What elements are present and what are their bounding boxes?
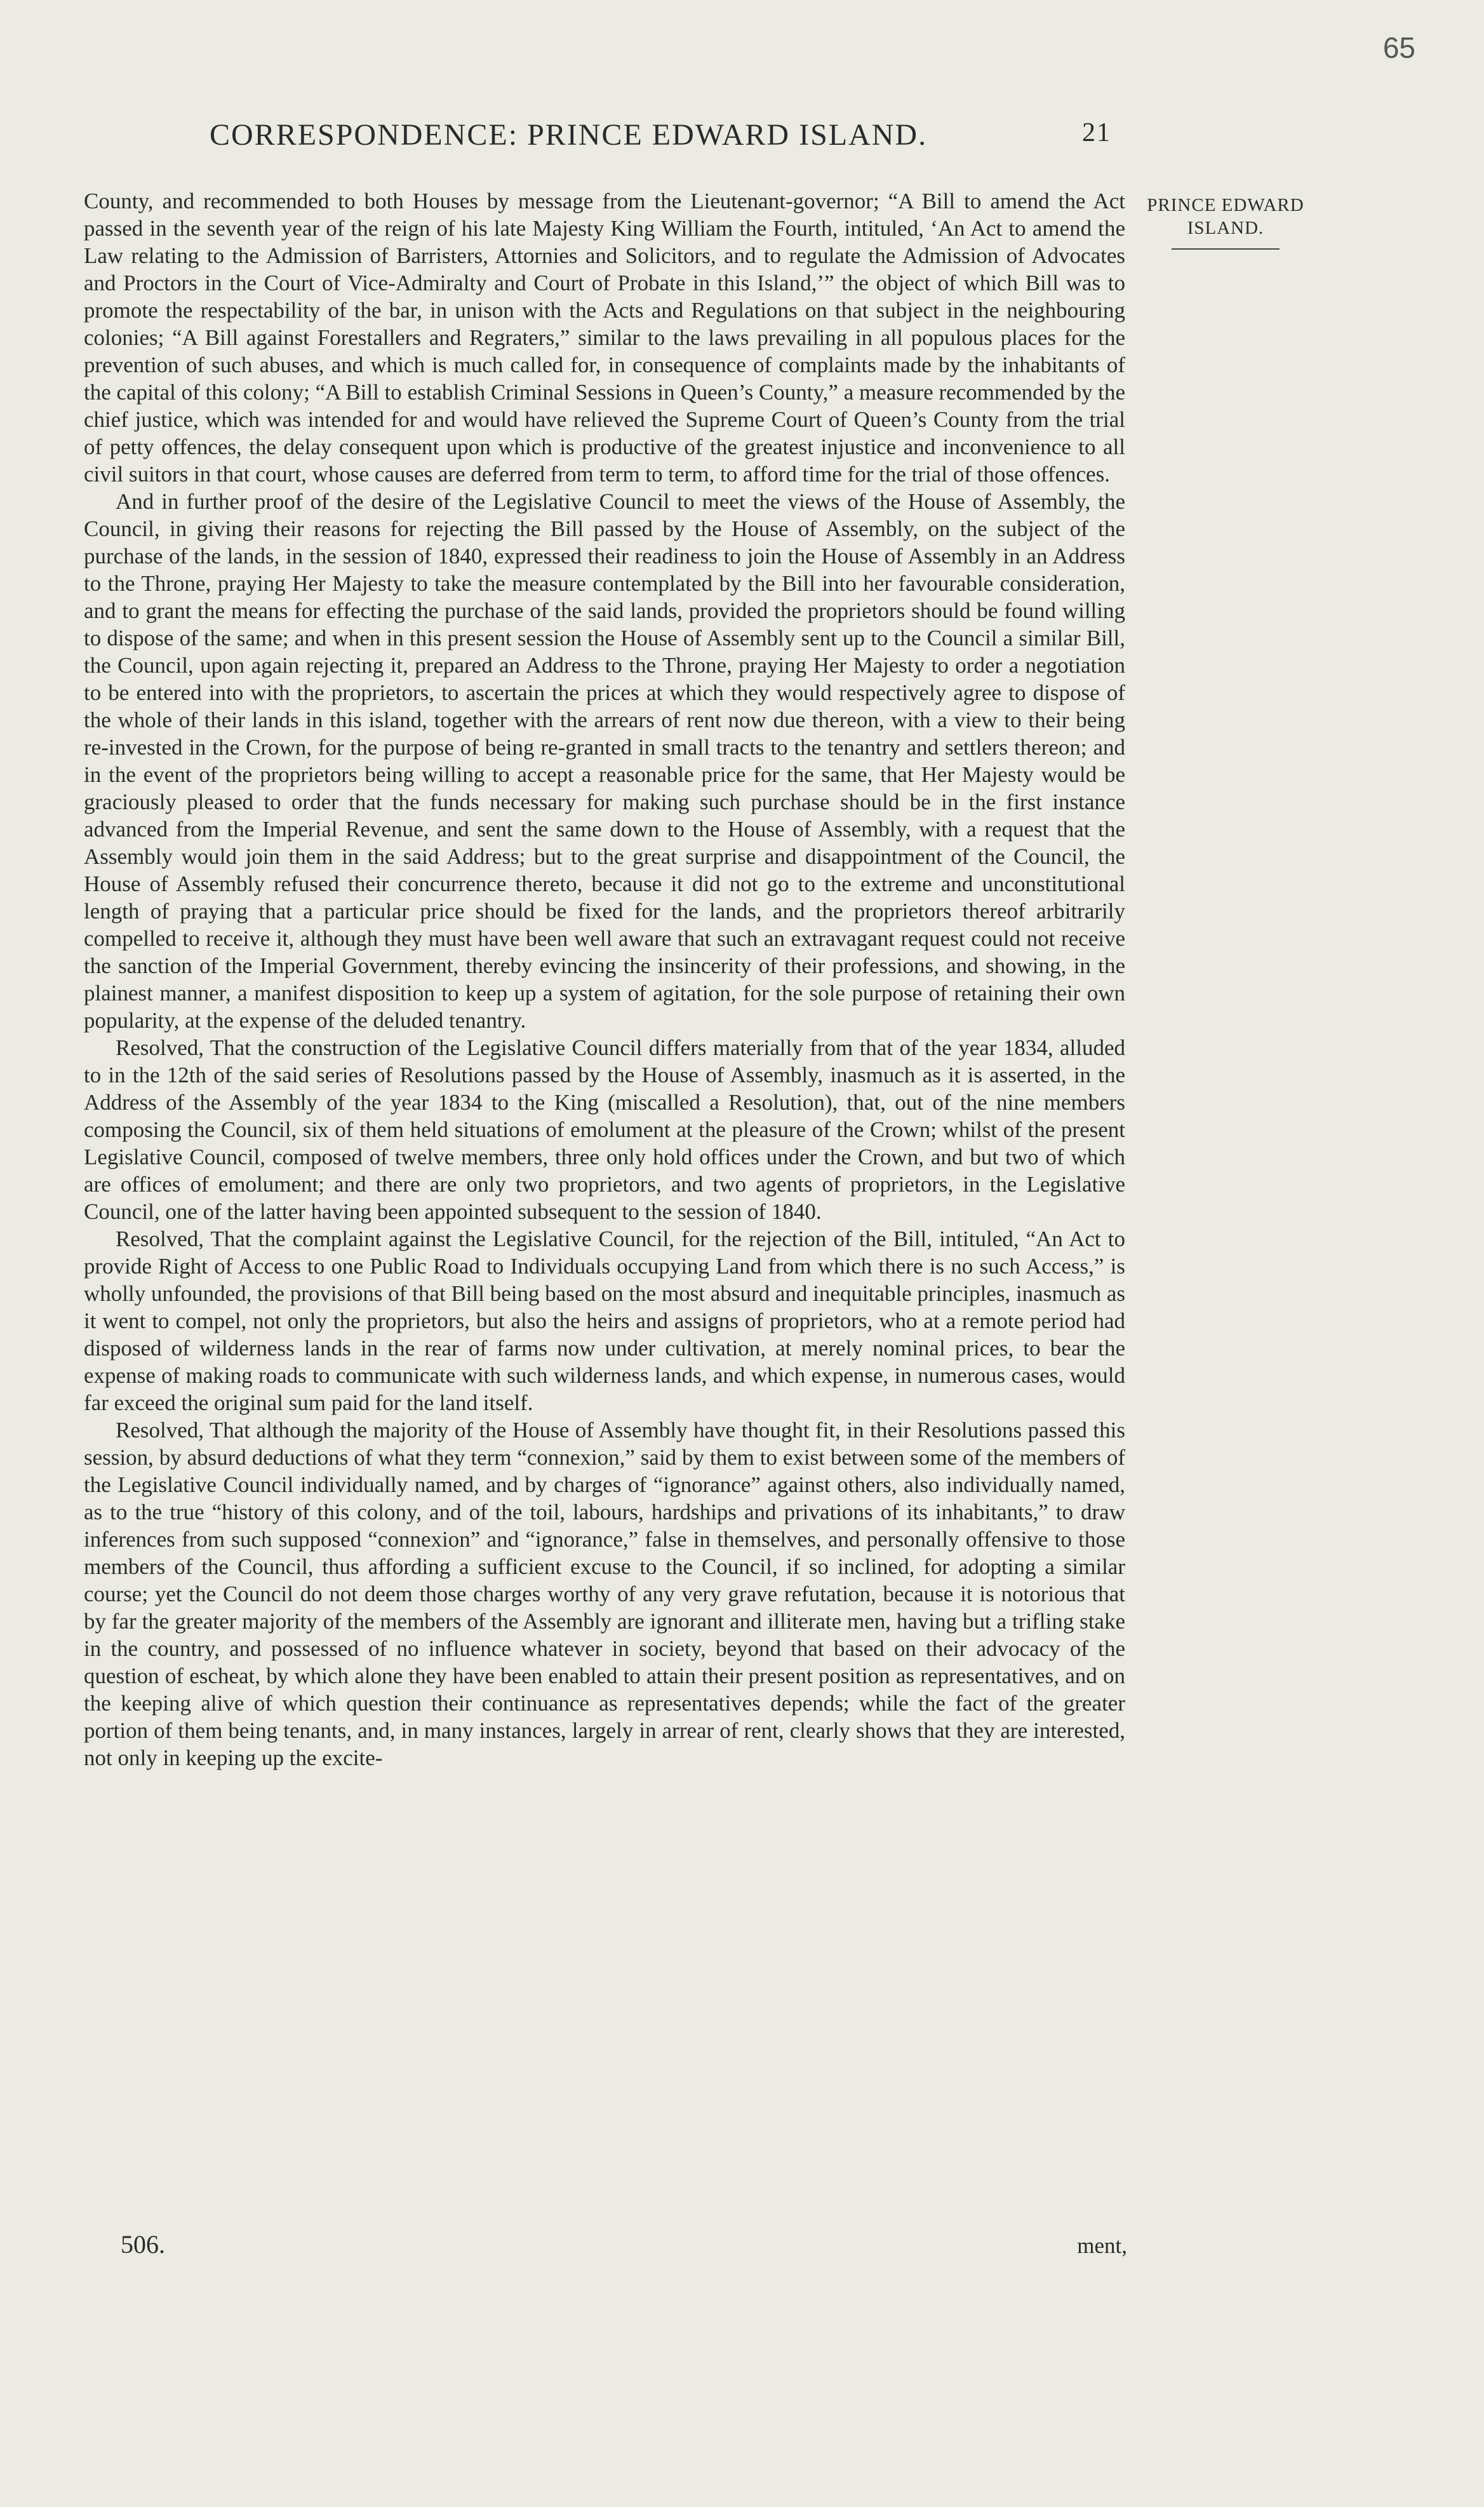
paragraph: And in further proof of the desire of the Legislative Council to meet the views of the House of Assembly, the Council, in giving their reasons for rejecting the Bill passed by the House of Assembly, on the subject of the purchase of the lands, in the session of 1840, expressed their readiness to join the House of Assembly in an Address to the Throne, praying Her Majesty to take the measure contemplated by the Bill into her favourable consideration, and to grant the means for effecting the purchase of the said lands, provided the proprietors should be found willing to dispose of the same; and when in this present session the House of Assembly sent up to the Council a similar Bill, the Council, upon again rejecting it, prepared an Address to the Throne, praying Her Majesty to order a negotiation to be entered into with the proprietors, to ascertain the prices at which they would respectively agree to dispose of the whole of their lands in this island, together with the arrears of rent now due thereon, with a view to their being re-invested in the Crown, for the purpose of being re-granted in small tracts to the tenantry and settlers thereon; and in the event of the proprietors being willing to accept a reasonable price for the same, that Her Majesty would be graciously pleased to order that the funds necessary for making such purchase should be in the first instance advanced from the Imperial Revenue, and sent the same down to the House of Assembly, with a request that the Assembly would join them in the said Address; but to the great surprise and disappointment of the Council, the House of Assembly refused their concurrence thereto, because it did not go to the extreme and unconstitutional length of praying that a particular price should be fixed for the lands, and the proprietors thereof arbitrarily compelled to receive it, although they must have been well aware that such an extravagant request could not receive the sanction of the Imperial Government, thereby evincing the insincerity of their professions, and showing, in the plainest manner, a manifest disposition to keep up a system of agitation, for the sole purpose of retaining their own popularity, at the expense of the deluded tenantry. bbox=[84, 489, 1125, 1033]
paragraph: Resolved, That although the majority of the House of Assembly have thought fit, in their Resolutions passed this session, by absurd deductions of what they term “connexion,” said by them to exist between some of the members of the Legislative Council individually named, and by charges of “ignorance” against others, also individually named, as to the true “history of this colony, and of the toil, labours, hardships and privations of its inhabitants,” to draw inferences from such supposed “connexion” and “ignorance,” false in themselves, and personally offensive to those members of the Council, thus affording a sufficient excuse to the Council, if so inclined, for adopting a similar course; yet the Council do not deem those charges worthy of any very grave refutation, because it is notorious that by far the greater majority of the members of the Assembly are ignorant and illiterate men, having but a trifling stake in the country, and possessed of no influence whatever in society, beyond that based on their advocacy of the question of escheat, by which alone they have been enabled to attain their present position as representatives, and on the keeping alive of which question their continuance as representatives depends; while the fact of the greater portion of them being tenants, and, in many instances, largely in arrear of rent, clearly shows that they are interested, not only in keeping up the excite- bbox=[84, 1418, 1125, 1770]
running-head bbox=[210, 118, 1111, 152]
paragraph: Resolved, That the complaint against the Legislative Council, for the rejection of the Bill, intituled, “An Act to provide Right of Access to one Public Road to Individuals occupying Land from which there is no such Access,” is wholly unfounded, the provisions of that Bill being based on the most absurd and inequitable principles, inasmuch as it went to compel, not only the proprietors, but also the heirs and assigns of proprietors, who at a remote period had disposed of wilderness lands in the rear of farms now under cultivation, at merely nominal prices, to bear the expense of making roads to communicate with such wilderness lands, and which expense, in numerous cases, would far exceed the original sum paid for the land itself. bbox=[84, 1227, 1125, 1415]
page-number: 21 bbox=[1082, 118, 1111, 147]
margin-sidenote bbox=[1130, 194, 1321, 250]
sidenote-rule bbox=[1172, 248, 1280, 250]
sidenote-line-1: PRINCE EDWARD bbox=[1147, 195, 1304, 215]
running-head-title: CORRESPONDENCE: PRINCE EDWARD ISLAND. bbox=[210, 118, 928, 152]
sidenote-line-2: ISLAND. bbox=[1187, 218, 1264, 238]
catchword: ment, bbox=[1077, 2233, 1127, 2258]
paragraph: Resolved, That the construction of the Legislative Council differs materially from that of the year 1834, alluded to in the 12th of the said series of Resolutions passed by the House of Assembly, inasmuch as it is asserted, in the Address of the Assembly of the year 1834 to the King (miscalled a Resolution), that, out of the nine members composing the Council, six of them held situations of emolument at the pleasure of the Crown; whilst of the present Legislative Council, composed of twelve members, three only hold offices under the Crown, and but two of which are offices of emolument; and there are only two proprietors, and two agents of proprietors, in the Legislative Council, one of the latter having been appointed subsequent to the session of 1840. bbox=[84, 1035, 1125, 1224]
signature-mark: 506. bbox=[121, 2230, 165, 2259]
body-text bbox=[84, 187, 1125, 1771]
folio-number: 65 bbox=[1382, 31, 1415, 64]
paragraph: County, and recommended to both Houses by message from the Lieutenant-governor; “A Bill to amend the Act passed in the seventh year of the reign of his late Majesty King William the Fourth, intituled, ‘An Act to amend the Law relating to the Admission of Barristers, Attornies and Solicitors, and to regulate the Admission of Advocates and Proctors in the Court of Vice-Admiralty and Court of Probate in this Island,’” the object of which Bill was to promote the respectability of the bar, in unison with the Acts and Regulations on that subject in the neighbouring colonies; “A Bill against Forestallers and Regraters,” similar to the laws prevailing in all populous places for the prevention of such abuses, and which is much called for, in consequence of complaints made by the inhabitants of the capital of this colony; “A Bill to establish Criminal Sessions in Queen’s County,” a measure recommended by the chief justice, which was intended for and would have relieved the Supreme Court of Queen’s County from the trial of petty offences, the delay consequent upon which is productive of the greatest injustice and inconvenience to all civil suitors in that court, whose causes are deferred from term to term, to afford time for the trial of those offences. bbox=[84, 189, 1125, 487]
